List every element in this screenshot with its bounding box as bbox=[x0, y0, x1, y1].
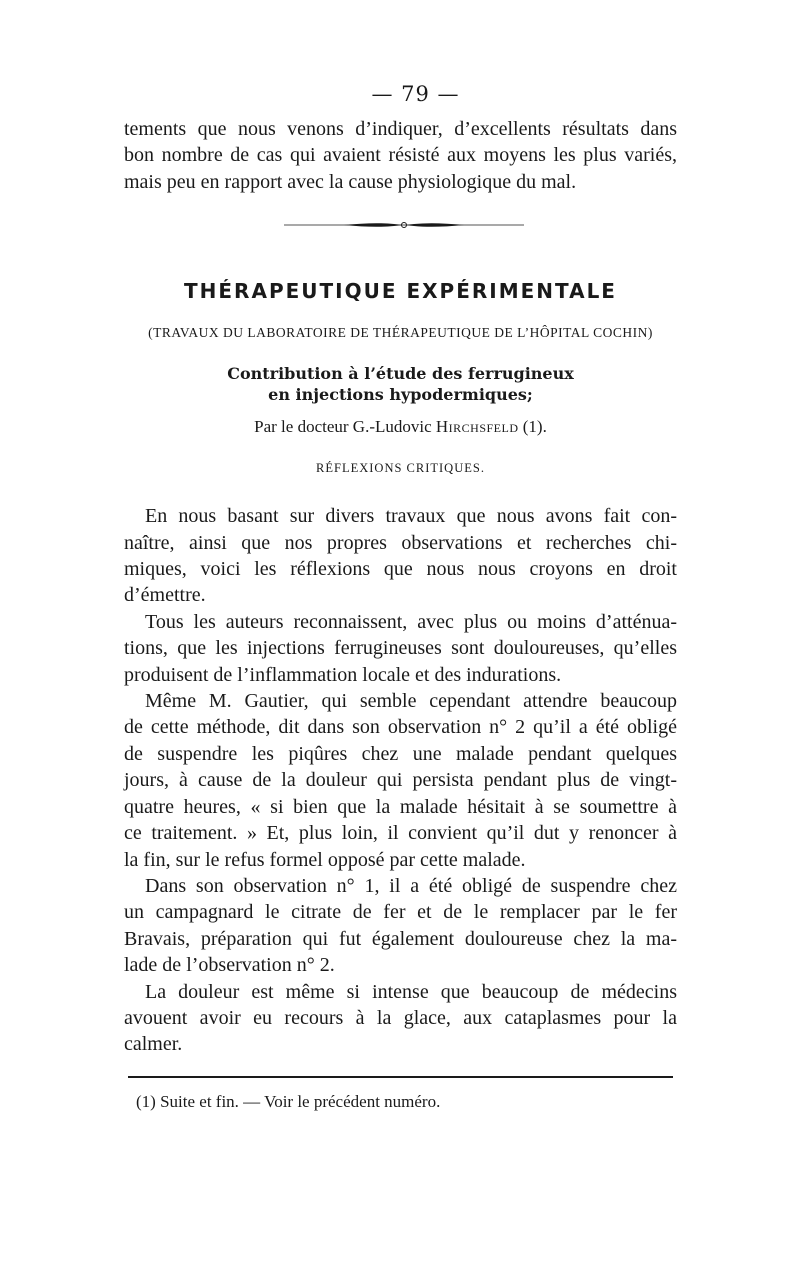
author-suffix: (1). bbox=[522, 417, 547, 437]
text-line: calmer. bbox=[124, 1033, 183, 1056]
text-line: tions, que les injections ferrugineuses sont douloureuses, qu’elles bbox=[124, 637, 677, 660]
page-number: — 79 — bbox=[371, 82, 460, 106]
contribution-title bbox=[124, 363, 677, 405]
text-line: ce traitement. » Et, plus loin, il convient qu’il dut y renoncer à bbox=[124, 822, 677, 845]
text-line: La douleur est même si intense que beaucoup de médecins bbox=[145, 980, 677, 1003]
body-text bbox=[124, 503, 677, 1058]
contribution-line: en injections hypodermiques; bbox=[268, 385, 533, 405]
ornamental-divider bbox=[124, 195, 677, 265]
paragraph bbox=[124, 873, 677, 979]
text-line: Tous les auteurs reconnaissent, avec plus ou moins d’atténua- bbox=[145, 610, 677, 633]
divider-rule-icon bbox=[284, 221, 524, 229]
text-line: quatre heures, « si bien que la malade hésitait à se soumettre à bbox=[124, 795, 677, 818]
author-name: Hirchsfeld bbox=[435, 417, 519, 437]
text-line: En nous basant sur divers travaux que nous avons fait con- bbox=[145, 505, 677, 528]
paragraph bbox=[124, 503, 677, 609]
text-line: mais peu en rapport avec la cause physiologique du mal. bbox=[124, 170, 577, 193]
section-title: THÉRAPEUTIQUE EXPÉRIMENTALE bbox=[184, 279, 617, 304]
text-line: miques, voici les réflexions que nous nous croyons en droit bbox=[124, 558, 677, 581]
paragraph bbox=[124, 688, 677, 873]
author-prefix: Par le docteur G.-Ludovic bbox=[254, 417, 432, 437]
text-line: Même M. Gautier, qui semble cependant attendre beaucoup bbox=[145, 690, 677, 713]
text-line: Dans son observation n° 1, il a été obligé de suspendre chez bbox=[145, 874, 677, 897]
text-line: lade de l’observation n° 2. bbox=[124, 954, 335, 977]
text-line: jours, à cause de la douleur qui persista pendant plus de vingt- bbox=[124, 769, 677, 792]
text-line: avouent avoir eu recours à la glace, aux cataplasmes pour la bbox=[124, 1006, 677, 1029]
footnote-rule bbox=[128, 1076, 673, 1078]
text-line: tements que nous venons d’indiquer, d’excellents résultats dans bbox=[124, 118, 677, 140]
text-line: de suspendre les piqûres chez une malade pendant quelques bbox=[124, 742, 677, 765]
footnote: (1) Suite et fin. — Voir le précédent numéro. bbox=[136, 1091, 441, 1111]
paragraph bbox=[124, 979, 677, 1058]
text-line: produisent de l’inflammation locale et des indurations. bbox=[124, 663, 562, 686]
paragraph bbox=[124, 609, 677, 688]
text-line: la fin, sur le refus formel opposé par cette malade. bbox=[124, 848, 526, 871]
contribution-line: Contribution à l’étude des ferrugineux bbox=[227, 364, 574, 384]
text-line: naître, ainsi que nos propres observations et recherches chi- bbox=[124, 531, 677, 554]
text-line: Bravais, préparation qui fut également douloureuse chez la ma- bbox=[124, 927, 677, 950]
page bbox=[124, 82, 677, 1112]
author-line bbox=[124, 417, 677, 437]
reflexions-heading: RÉFLEXIONS CRITIQUES. bbox=[316, 461, 485, 476]
section-subtitle: (TRAVAUX DU LABORATOIRE DE THÉRAPEUTIQUE DE L’HÔPITAL COCHIN) bbox=[148, 325, 653, 341]
text-line: bon nombre de cas qui avaient résisté aux moyens les plus variés, bbox=[124, 144, 677, 167]
intro-paragraph bbox=[124, 116, 677, 195]
text-line: d’émettre. bbox=[124, 584, 206, 607]
text-line: un campagnard le citrate de fer et de le remplacer par le fer bbox=[124, 901, 677, 924]
text-line: de cette méthode, dit dans son observation n° 2 qu’il a été obligé bbox=[124, 716, 677, 739]
